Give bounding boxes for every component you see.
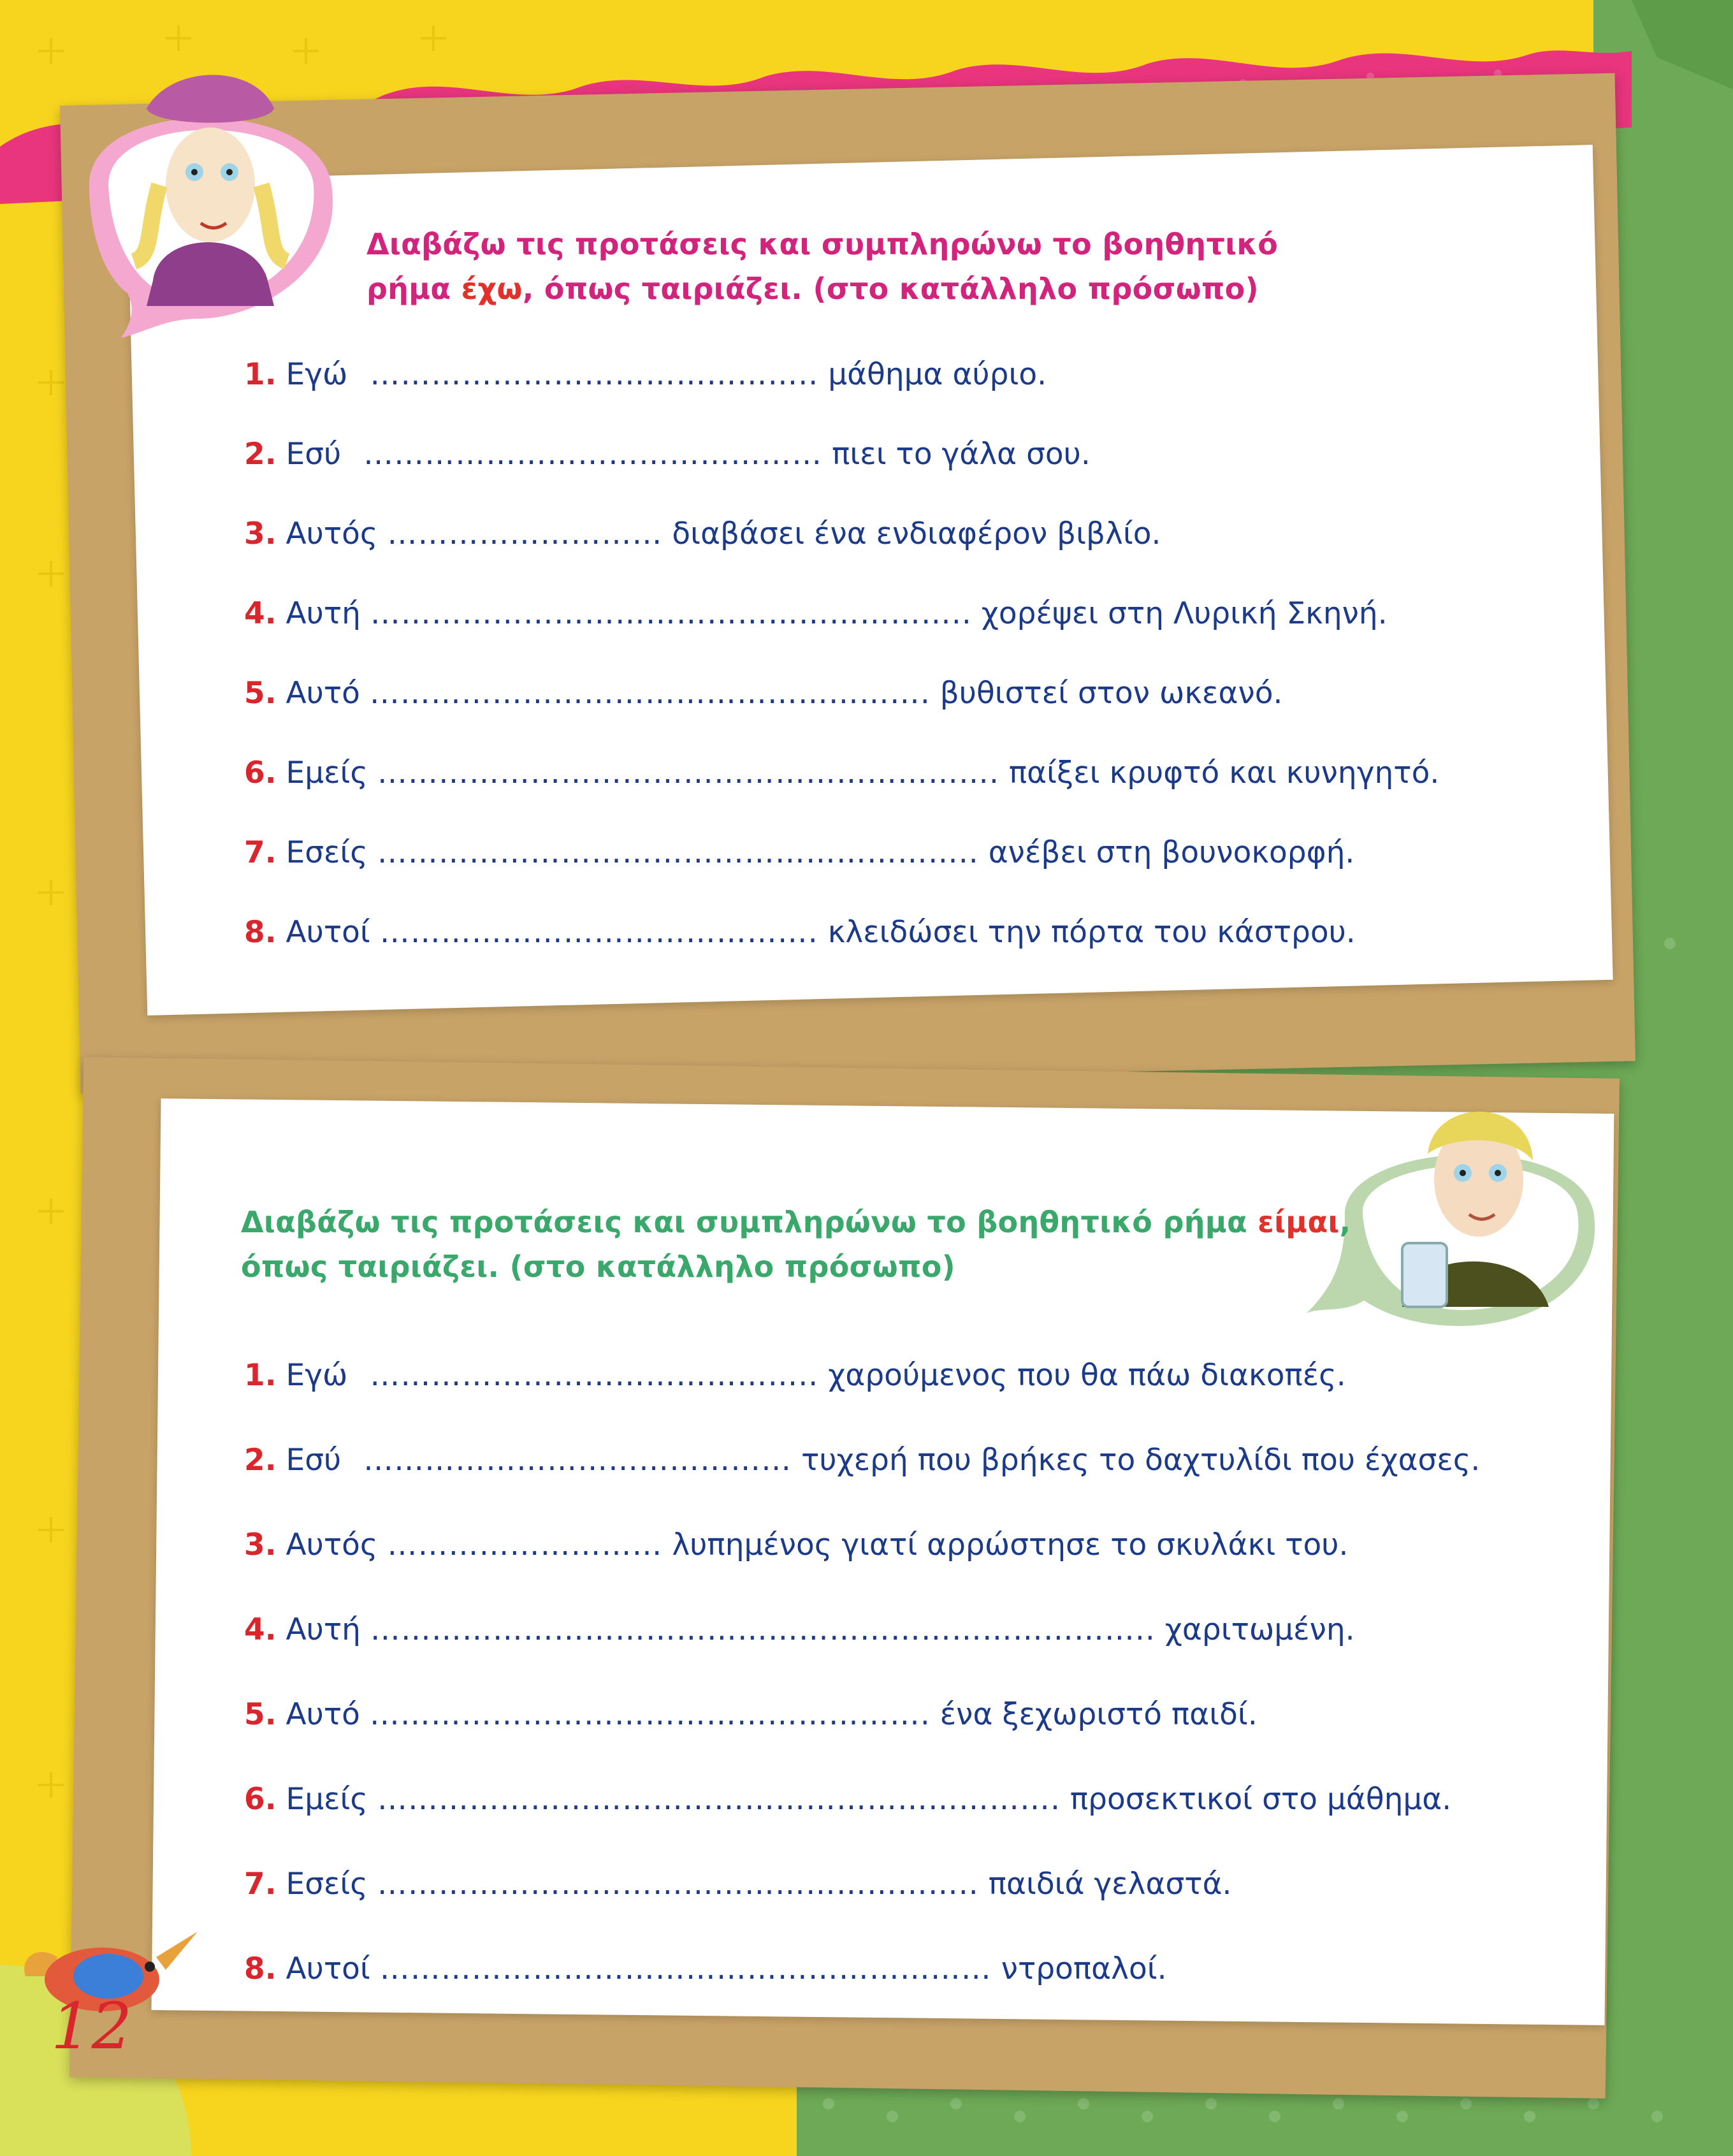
exercise-2-verb: είμαι [1258, 1205, 1340, 1239]
girl-character-icon [51, 38, 382, 338]
exercise-2-item [244, 1527, 1348, 1562]
page-number: 12 [51, 1989, 133, 2064]
exercise-1-item [244, 915, 1356, 950]
item-number: 4. [244, 1612, 277, 1647]
item-sentence-end: παιδιά γελαστά. [988, 1867, 1232, 1902]
exercise-1-instruction-line-1: Διαβάζω τις προτάσεις και συμπληρώνω το βοηθητικό [366, 227, 1279, 261]
item-number: 7. [244, 1867, 277, 1902]
fill-in-blank[interactable]: ………………………………………………………………….. [370, 1612, 1156, 1647]
fill-in-blank[interactable]: ……………………………………. [379, 915, 818, 950]
exercise-1-verb: έχω [461, 272, 523, 306]
item-sentence-end: κλειδώσει την πόρτα του κάστρου. [827, 915, 1356, 950]
fill-in-blank[interactable]: ……………………… [387, 1527, 663, 1562]
exercise-1-item [244, 516, 1161, 551]
item-pronoun: Αυτό [286, 1697, 360, 1732]
exercise-1-item [244, 676, 1282, 711]
item-pronoun: Εμείς [286, 1782, 368, 1817]
exercise-1-item [244, 835, 1354, 870]
item-sentence-end: βυθιστεί στον ωκεανό. [939, 676, 1283, 711]
exercise-2-instruction-comma: , [1339, 1205, 1351, 1239]
item-pronoun: Αυτή [286, 596, 361, 631]
fill-in-blank[interactable]: ………………………………………………. [369, 676, 931, 711]
exercise-2-item [244, 1782, 1451, 1817]
exercise-2-item [244, 1612, 1355, 1647]
item-pronoun: Εσύ [286, 437, 342, 472]
item-sentence-end: παίξει κρυφτό και κυνηγητό. [1008, 755, 1440, 790]
fill-in-blank[interactable]: …………………………………….. [370, 1358, 819, 1393]
fill-in-blank[interactable]: ………………………………………………….. [370, 596, 972, 631]
fill-in-blank[interactable]: ……………………………………… [363, 437, 823, 472]
item-number: 1. [244, 357, 277, 392]
fill-in-blank[interactable]: ………………………………………………….. [377, 835, 979, 870]
item-pronoun: Εμείς [286, 755, 368, 790]
item-number: 6. [244, 1782, 277, 1817]
exercise-2-item [244, 1867, 1232, 1902]
item-sentence-end: ανέβει στη βουνοκορφή. [988, 835, 1355, 870]
item-pronoun: Αυτός [286, 1527, 378, 1562]
item-pronoun: Εσείς [286, 1867, 368, 1902]
item-sentence-end: χαρούμενος που θα πάω διακοπές. [828, 1358, 1346, 1393]
exercise-1-instruction-line-2 [366, 266, 1577, 311]
item-number: 7. [244, 835, 277, 870]
item-pronoun: Εσύ [286, 1443, 342, 1478]
item-number: 1. [244, 1358, 277, 1393]
item-sentence-end: διαβάσει ένα ενδιαφέρον βιβλίο. [672, 516, 1161, 551]
fill-in-blank[interactable]: ………………………………………………. [369, 1697, 931, 1732]
fill-in-blank[interactable]: ………………………………………………….. [377, 1867, 979, 1902]
item-sentence-end: χαριτωμένη. [1164, 1612, 1355, 1647]
item-pronoun: Εσείς [286, 835, 368, 870]
exercise-2-item [244, 1697, 1258, 1732]
item-number: 8. [244, 1951, 277, 1986]
exercise-2-list [244, 1358, 1583, 1995]
item-number: 5. [244, 676, 277, 711]
item-pronoun: Αυτή [286, 1612, 361, 1647]
exercise-1-item [244, 357, 1047, 392]
item-sentence-end: χορέψει στη Λυρική Σκηνή. [981, 596, 1388, 631]
item-sentence-end: ντροπαλοί. [1001, 1951, 1167, 1986]
exercise-2-item [244, 1443, 1480, 1478]
exercise-2-item [244, 1951, 1167, 1986]
fill-in-blank[interactable]: …………………………………… [363, 1443, 792, 1478]
item-pronoun: Αυτό [286, 676, 360, 711]
item-number: 8. [244, 915, 277, 950]
item-pronoun: Αυτοί [286, 915, 370, 950]
fill-in-blank[interactable]: …………………………………….. [370, 357, 819, 392]
item-pronoun: Εγώ [286, 357, 348, 392]
exercise-2-instruction-line-2: όπως ταιριάζει. (στο κατάλληλο πρόσωπο) [241, 1249, 955, 1284]
item-sentence-end: μάθημα αύριο. [828, 357, 1047, 392]
exercise-2-instruction-start: Διαβάζω τις προτάσεις και συμπληρώνω το βοηθητικό ρήμα [241, 1205, 1258, 1239]
item-number: 4. [244, 596, 277, 631]
item-sentence-end: τυχερή που βρήκες το δαχτυλίδι που έχασες. [801, 1443, 1481, 1478]
exercise-1-item [244, 755, 1439, 790]
fill-in-blank[interactable]: ……………………………………………………. [377, 755, 999, 790]
item-pronoun: Εγώ [286, 1358, 348, 1393]
exercise-2-instruction-line-1 [241, 1200, 1388, 1244]
fill-in-blank[interactable]: …………………………………………………………. [377, 1782, 1061, 1817]
fill-in-blank[interactable]: ……………………… [387, 516, 663, 551]
exercise-1-instruction-start: ρήμα [366, 272, 461, 306]
item-number: 2. [244, 437, 277, 472]
exercise-1-item [244, 437, 1091, 472]
item-number: 3. [244, 1527, 277, 1562]
item-pronoun: Αυτός [286, 516, 378, 551]
item-number: 5. [244, 1697, 277, 1732]
fill-in-blank[interactable]: …………………………………………………… [379, 1951, 992, 1986]
item-number: 3. [244, 516, 277, 551]
exercise-2-instruction [241, 1200, 1388, 1289]
exercise-1-item [244, 596, 1388, 631]
item-sentence-end: λυπημένος γιατί αρρώστησε το σκυλάκι του. [672, 1527, 1349, 1562]
exercise-1-instruction [366, 222, 1577, 311]
item-sentence-end: προσεκτικοί στο μάθημα. [1070, 1782, 1452, 1817]
item-sentence-end: ένα ξεχωριστό παιδί. [939, 1697, 1258, 1732]
item-sentence-end: πιει το γάλα σου. [832, 437, 1091, 472]
item-number: 6. [244, 755, 277, 790]
exercise-2-item [244, 1358, 1346, 1393]
exercise-1-list [244, 357, 1519, 969]
item-number: 2. [244, 1443, 277, 1478]
item-pronoun: Αυτοί [286, 1951, 370, 1986]
exercise-1-instruction-end: , όπως ταιριάζει. (στο κατάλληλο πρόσωπο) [522, 272, 1259, 306]
